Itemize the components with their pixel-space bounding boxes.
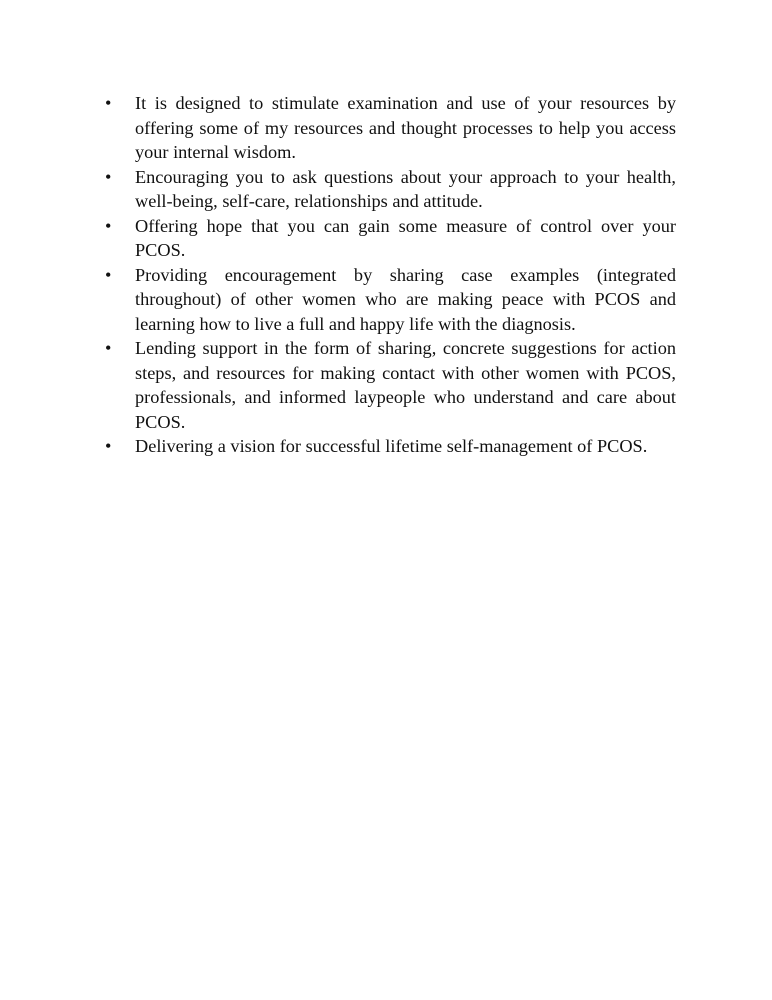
bullet-icon: • bbox=[105, 264, 112, 285]
bullet-icon: • bbox=[105, 93, 112, 113]
bullet-icon: • bbox=[105, 166, 112, 187]
bullet-icon: • bbox=[105, 215, 112, 236]
list-item bbox=[100, 91, 676, 165]
list-item-text: Encouraging you to ask questions about your approach to your health, well-being, self-care, relationships and attitude. bbox=[135, 166, 676, 211]
list-item-text: Offering hope that you can gain some measure of control over your PCOS. bbox=[135, 215, 676, 260]
list-item bbox=[100, 263, 676, 337]
list-item bbox=[100, 214, 676, 263]
list-item bbox=[100, 165, 676, 214]
list-item-text: Lending support in the form of sharing, concrete suggestions for action steps, and resources for making contact with other women with PCOS, professionals, and informed laypeople who understand and care about PCOS. bbox=[135, 338, 676, 432]
list-item bbox=[100, 434, 676, 459]
list-item bbox=[100, 336, 676, 434]
list-item-text: Providing encouragement by sharing case examples (integrated throughout) of other women who are making peace with PCOS and learning how to live a full and happy life with the diagnosis. bbox=[135, 264, 676, 334]
list-item-text: Delivering a vision for successful lifetime self-management of PCOS. bbox=[135, 436, 648, 456]
list-item-text: It is designed to stimulate examination and use of your resources by offering some of my resources and thought processes to help you access your internal wisdom. bbox=[135, 93, 676, 162]
bullet-list bbox=[100, 91, 676, 459]
bullet-icon: • bbox=[105, 436, 112, 456]
bullet-icon: • bbox=[105, 338, 112, 358]
